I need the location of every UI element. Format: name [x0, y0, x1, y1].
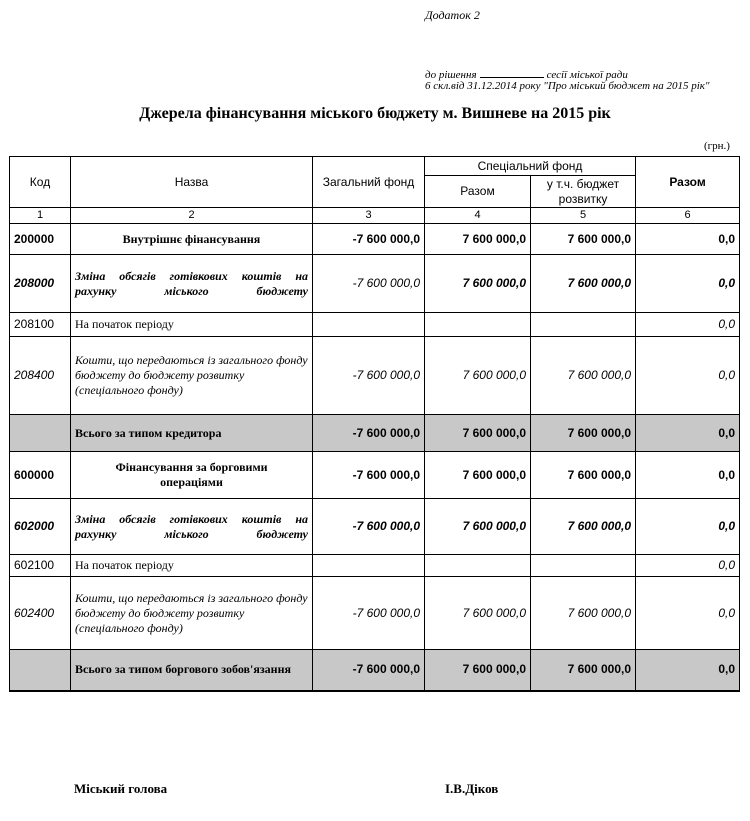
- row-total: 0,0: [636, 255, 740, 313]
- table-row: [10, 499, 740, 555]
- decision-reference: [425, 67, 628, 81]
- row-special: 7 600 000,0: [425, 577, 531, 650]
- table-row: [10, 255, 740, 313]
- col-num-5: 5: [531, 208, 636, 224]
- row-code: [10, 415, 71, 452]
- row-general: -7 600 000,0: [313, 577, 425, 650]
- header-name: Назва: [71, 157, 313, 208]
- row-dev: [531, 555, 636, 577]
- row-name: Зміна обсягів готівкових коштів на рахунку міського бюджету: [71, 499, 313, 555]
- row-general: -7 600 000,0: [313, 415, 425, 452]
- row-general: -7 600 000,0: [313, 224, 425, 255]
- row-total: 0,0: [636, 313, 740, 337]
- header-special-total: Разом: [425, 176, 531, 208]
- row-name: На початок періоду: [71, 555, 313, 577]
- row-total: 0,0: [636, 337, 740, 415]
- table-row: [10, 313, 740, 337]
- row-special: 7 600 000,0: [425, 499, 531, 555]
- col-num-6: 6: [636, 208, 740, 224]
- row-special: 7 600 000,0: [425, 255, 531, 313]
- budget-table: [9, 156, 740, 692]
- header-row: [10, 157, 740, 176]
- row-dev: 7 600 000,0: [531, 255, 636, 313]
- row-special: 7 600 000,0: [425, 415, 531, 452]
- row-special: 7 600 000,0: [425, 650, 531, 691]
- decision-suffix: сесії міської ради: [546, 69, 628, 81]
- table-row: [10, 224, 740, 255]
- row-dev: 7 600 000,0: [531, 337, 636, 415]
- row-special: 7 600 000,0: [425, 452, 531, 499]
- signature-name: І.В.Діков: [445, 781, 499, 796]
- row-special: 7 600 000,0: [425, 224, 531, 255]
- row-dev: 7 600 000,0: [531, 415, 636, 452]
- row-code: 602400: [10, 577, 71, 650]
- row-general: -7 600 000,0: [313, 499, 425, 555]
- row-total: 0,0: [636, 499, 740, 555]
- col-num-2: 2: [71, 208, 313, 224]
- row-dev: [531, 313, 636, 337]
- row-total: 0,0: [636, 577, 740, 650]
- table-row: [10, 452, 740, 499]
- row-code: 600000: [10, 452, 71, 499]
- row-general: -7 600 000,0: [313, 650, 425, 691]
- row-general: [313, 555, 425, 577]
- row-name: Фінансування за борговими операціями: [71, 452, 313, 499]
- header-general: Загальний фонд: [313, 157, 425, 208]
- row-name: Всього за типом боргового зобов'язання: [71, 650, 313, 691]
- row-code: 208000: [10, 255, 71, 313]
- col-num-1: 1: [10, 208, 71, 224]
- row-total: 0,0: [636, 452, 740, 499]
- row-name: Кошти, що передаються із загального фонду бюджету до бюджету розвитку (спеціального фонду): [71, 577, 313, 650]
- column-number-row: [10, 208, 740, 224]
- col-num-4: 4: [425, 208, 531, 224]
- row-total: 0,0: [636, 555, 740, 577]
- appendix-label: Додаток 2: [425, 8, 480, 22]
- row-special: 7 600 000,0: [425, 337, 531, 415]
- row-name: Всього за типом кредитора: [71, 415, 313, 452]
- row-code: 208400: [10, 337, 71, 415]
- row-code: 208100: [10, 313, 71, 337]
- row-total: 0,0: [636, 415, 740, 452]
- row-name: Зміна обсягів готівкових коштів на рахунку міського бюджету: [71, 255, 313, 313]
- table-row: [10, 337, 740, 415]
- document-title: Джерела фінансування міського бюджету м. Вишневе на 2015 рік: [139, 105, 611, 122]
- row-name: Внутрішнє фінансування: [71, 224, 313, 255]
- table-row: [10, 555, 740, 577]
- header-special-dev: у т.ч. бюджет розвитку: [531, 176, 636, 208]
- row-code: 602000: [10, 499, 71, 555]
- decision-prefix: до рішення: [425, 69, 477, 81]
- col-num-3: 3: [313, 208, 425, 224]
- table-row: [10, 577, 740, 650]
- row-general: -7 600 000,0: [313, 255, 425, 313]
- row-general: -7 600 000,0: [313, 337, 425, 415]
- table-row-total: [10, 415, 740, 452]
- header-special: Спеціальний фонд: [425, 157, 636, 176]
- row-dev: 7 600 000,0: [531, 452, 636, 499]
- row-special: [425, 555, 531, 577]
- decision-number-blank: [480, 67, 544, 78]
- row-code: [10, 650, 71, 691]
- row-code: 602100: [10, 555, 71, 577]
- row-dev: 7 600 000,0: [531, 650, 636, 691]
- row-general: [313, 313, 425, 337]
- header-total: Разом: [636, 157, 740, 208]
- row-code: 200000: [10, 224, 71, 255]
- row-dev: 7 600 000,0: [531, 577, 636, 650]
- row-total: 0,0: [636, 650, 740, 691]
- unit-label: (грн.): [704, 140, 730, 152]
- decision-date: 6 скл.від 31.12.2014 року "Про міський бюджет на 2015 рік": [425, 80, 710, 92]
- row-dev: 7 600 000,0: [531, 224, 636, 255]
- row-name: На початок періоду: [71, 313, 313, 337]
- header-code: Код: [10, 157, 71, 208]
- row-total: 0,0: [636, 224, 740, 255]
- row-name: Кошти, що передаються із загального фонду бюджету до бюджету розвитку (спеціального фонду): [71, 337, 313, 415]
- table-row-total: [10, 650, 740, 691]
- row-general: -7 600 000,0: [313, 452, 425, 499]
- signature-position: Міський голова: [74, 781, 168, 796]
- row-special: [425, 313, 531, 337]
- row-dev: 7 600 000,0: [531, 499, 636, 555]
